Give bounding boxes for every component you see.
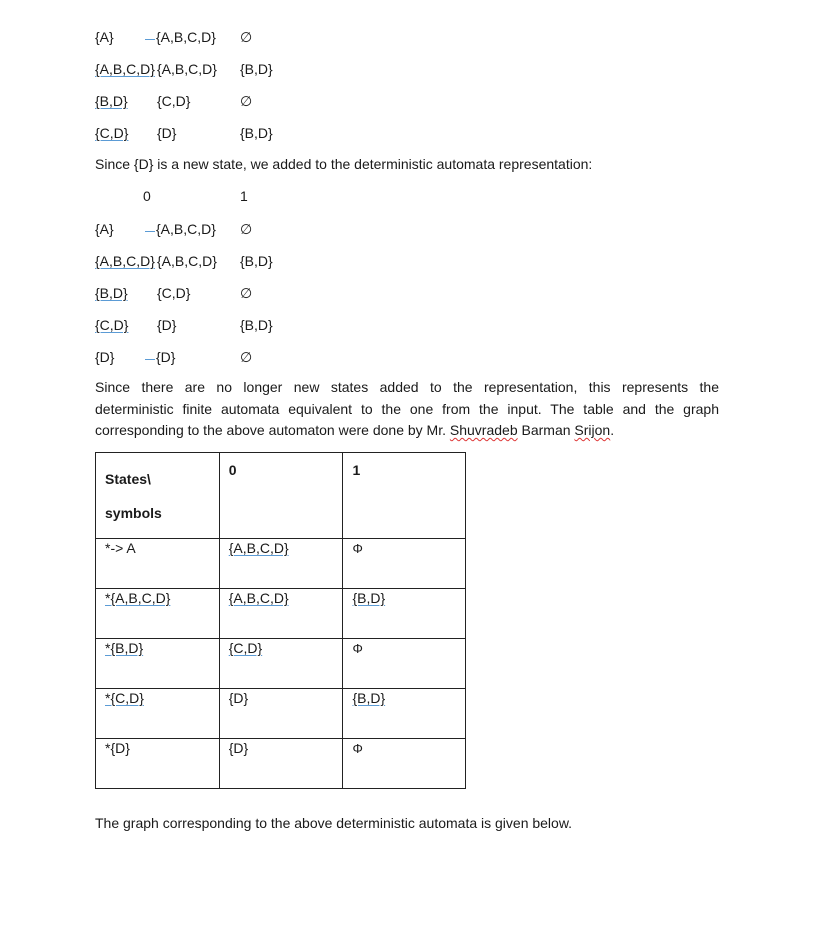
- transition-0-text: {D}: [228, 740, 249, 756]
- paragraph-line-2: deterministic finite automata equivalent to the one from the input. The table and the graph: [95, 400, 719, 417]
- transition-0-cell: [145, 347, 175, 367]
- paragraph-line-3: [95, 420, 719, 442]
- transition-0-cell: {D}: [157, 125, 177, 141]
- transition-0-cell: {D}: [157, 317, 177, 333]
- transition-0-cell: [219, 589, 343, 639]
- transition-1-cell: [343, 639, 466, 689]
- marker-line: [145, 219, 155, 232]
- transition-0-text: {A,B,C,D}: [156, 221, 216, 237]
- phi-symbol: Φ: [352, 541, 363, 556]
- transition-0-cell: [219, 639, 343, 689]
- transition-0-text: {D}: [156, 349, 176, 365]
- symbol-1-header: 1: [240, 188, 248, 204]
- transition-0-cell: [219, 689, 343, 739]
- paragraph-line-3-text: corresponding to the above automaton were done by Mr.: [95, 422, 446, 438]
- state-text: *{A,B,C,D}: [105, 590, 171, 606]
- state-text: *{C,D}: [105, 690, 144, 706]
- transition-0-text: {C,D}: [228, 640, 263, 656]
- header-symbols-label: symbols: [105, 505, 162, 521]
- empty-set-symbol: ∅: [240, 285, 253, 301]
- symbol-1-header: 1: [343, 453, 466, 539]
- sentence-period: .: [610, 422, 615, 438]
- phi-symbol: Φ: [352, 641, 363, 656]
- table-header-row: [96, 453, 466, 539]
- empty-set-symbol: ∅: [240, 93, 253, 109]
- transition-0-cell: [145, 219, 216, 239]
- marker-line: [145, 347, 155, 360]
- empty-set-symbol: ∅: [240, 349, 253, 365]
- state-cell: {A,B,C,D}: [95, 253, 155, 269]
- transition-1-cell: [343, 589, 466, 639]
- table-row: [96, 539, 466, 589]
- transition-0-text: {D}: [228, 690, 249, 706]
- transition-1-cell: {B,D}: [240, 125, 273, 141]
- symbol-0-header: 0: [219, 453, 343, 539]
- state-cell: {B,D}: [95, 93, 128, 109]
- transition-0-cell: {A,B,C,D}: [157, 253, 217, 269]
- state-cell: {D}: [95, 349, 115, 365]
- state-cell: {A}: [95, 221, 114, 237]
- state-cell: [96, 589, 220, 639]
- symbol-0-header: 0: [143, 188, 151, 204]
- transition-1-cell: {B,D}: [240, 61, 273, 77]
- transition-0-cell: {C,D}: [157, 285, 191, 301]
- state-cell: *{D}: [96, 739, 220, 789]
- state-text: *{B,D}: [105, 640, 144, 656]
- table-row: [96, 639, 466, 689]
- state-cell: {A,B,C,D}: [95, 61, 155, 77]
- transition-1-cell: [343, 539, 466, 589]
- table-row: [96, 689, 466, 739]
- table-row: [96, 589, 466, 639]
- transition-0-cell: {C,D}: [157, 93, 191, 109]
- state-cell: [96, 639, 220, 689]
- transition-1-text: {B,D}: [352, 590, 386, 606]
- graph-intro-text: The graph corresponding to the above deterministic automata is given below.: [95, 815, 573, 831]
- empty-set-symbol: ∅: [240, 29, 253, 45]
- transition-1-cell: [343, 739, 466, 789]
- transition-0-text: {A,B,C,D}: [228, 540, 289, 556]
- header-states-label: States\: [105, 471, 151, 487]
- conclusion-paragraph: [95, 377, 719, 442]
- transition-0-cell: [219, 539, 343, 589]
- transition-1-cell: {B,D}: [240, 317, 273, 333]
- transition-1-cell: {B,D}: [240, 253, 273, 269]
- transition-0-text: {A,B,C,D}: [228, 590, 289, 606]
- transition-0-cell: {A,B,C,D}: [157, 61, 217, 77]
- dfa-transition-table: [95, 452, 466, 789]
- author-last-name: Srijon: [574, 422, 611, 438]
- state-cell: {C,D}: [95, 317, 129, 333]
- table-row: [96, 739, 466, 789]
- transition-0-cell: [219, 739, 343, 789]
- marker-line: [145, 27, 155, 40]
- new-state-sentence: Since {D} is a new state, we added to the deterministic automata representation:: [95, 156, 593, 172]
- state-cell: {A}: [95, 29, 114, 45]
- author-first-name: Shuvradeb: [449, 422, 518, 438]
- states-symbols-header: [96, 453, 220, 539]
- phi-symbol: Φ: [352, 741, 363, 756]
- transition-0-text: {A,B,C,D}: [156, 29, 216, 45]
- state-cell: {B,D}: [95, 285, 128, 301]
- author-middle-name: Barman: [521, 422, 571, 438]
- empty-set-symbol: ∅: [240, 221, 253, 237]
- transition-1-cell: [343, 689, 466, 739]
- state-cell: *-> A: [96, 539, 220, 589]
- transition-0-cell: [145, 27, 216, 47]
- transition-1-text: {B,D}: [352, 690, 386, 706]
- state-cell: [96, 689, 220, 739]
- state-cell: {C,D}: [95, 125, 129, 141]
- paragraph-line-1: Since there are no longer new states added to the representation, this represents the: [95, 379, 719, 395]
